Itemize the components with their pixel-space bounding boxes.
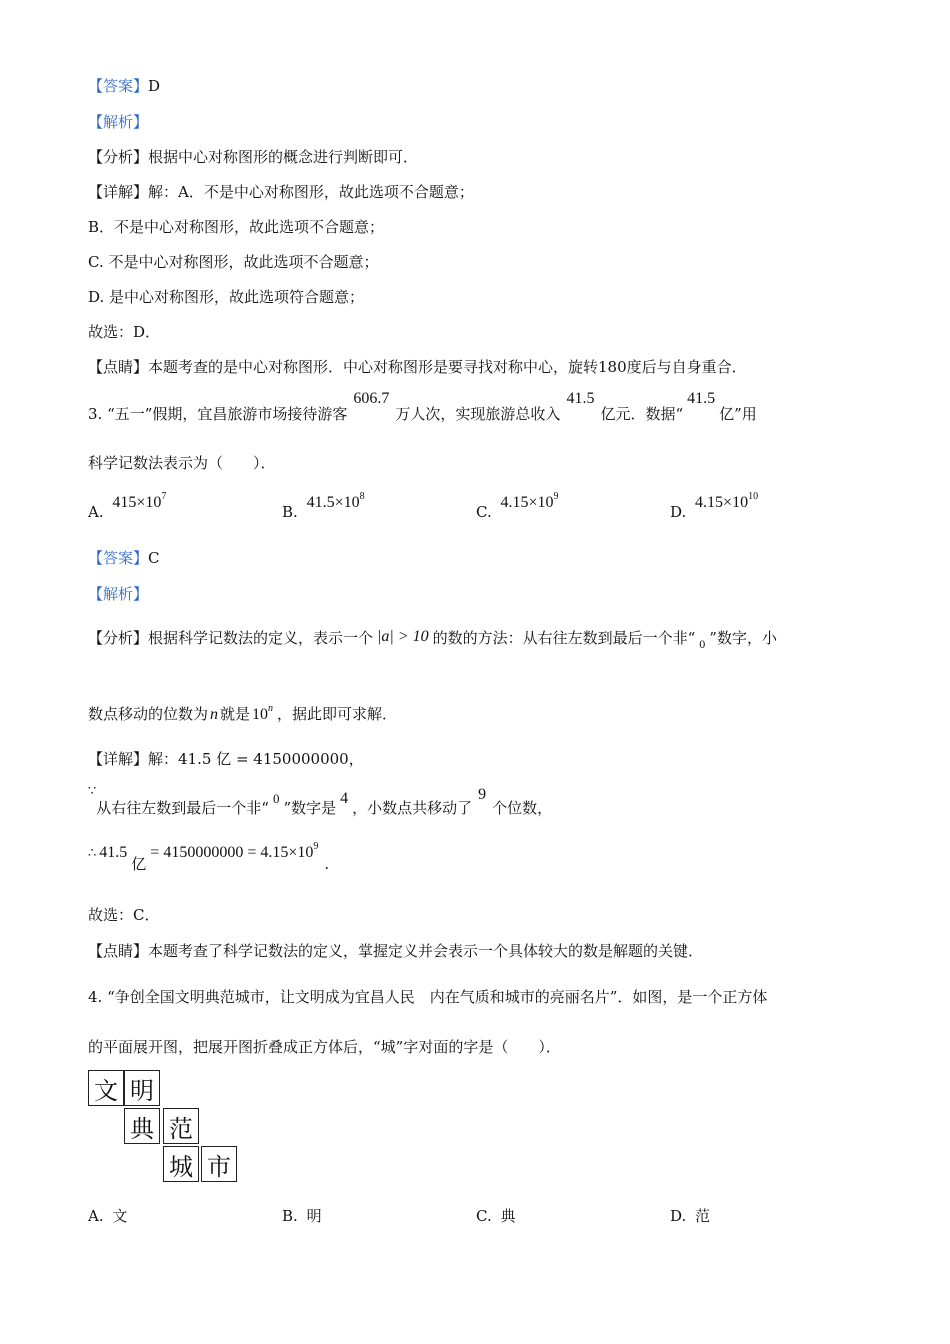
q3-stem-part: 亿”用 xyxy=(719,405,757,423)
fenxi-text: ，据此即可求解． xyxy=(277,705,398,723)
option-base: 4.15×10 xyxy=(500,494,554,511)
q3-analysis-tag xyxy=(88,584,148,604)
dianjing-tag: 【点睛】 xyxy=(88,358,149,376)
value-41-5: 41.5 xyxy=(99,844,128,861)
q4-stem-line2: 的平面展开图，把展开图折叠成正方体后，“城”字对面的字是（ ）． xyxy=(88,1038,561,1056)
xiangjie-text: 解：41.5 亿 = 4150000000， xyxy=(148,750,364,768)
dianjing-text: 本题考查了科学记数法的定义，掌握定义并会表示一个具体较大的数是解题的关键． xyxy=(148,942,704,960)
xiangjie-tag: 【详解】 xyxy=(88,750,149,768)
dianjing-text: 本题考查的是中心对称图形．中心对称图形是要寻找对称中心，旋转180度后与自身重合． xyxy=(148,358,747,376)
net-cell-shi: 市 xyxy=(201,1146,237,1182)
q3-fenxi-line2 xyxy=(88,704,397,727)
exponent-9: 9 xyxy=(313,841,319,852)
q4-stem-line1: 4. “争创全国文明典范城市，让文明成为宜昌人民 内在气质和城市的亮丽名片”．如图，是一个正方体 xyxy=(88,988,768,1006)
q3-stem-line2: 科学记数法表示为（ ）． xyxy=(88,454,276,472)
n-variable: n xyxy=(210,706,219,723)
q3-stem xyxy=(88,392,757,426)
q3-income: 41.5 xyxy=(566,390,595,407)
option-letter: B. xyxy=(282,503,298,521)
q3-stem-part: 万人次，实现旅游总收入 xyxy=(395,405,561,423)
option-exp: 7 xyxy=(161,491,167,502)
option-letter: D. xyxy=(670,503,687,521)
q3-data-value: 41.5 xyxy=(687,390,716,407)
option-text: 典 xyxy=(500,1207,516,1225)
net-cell-wen: 文 xyxy=(88,1070,124,1106)
option-exp: 9 xyxy=(553,491,559,502)
digit-nine: 9 xyxy=(478,786,487,803)
option-text: 范 xyxy=(695,1207,711,1225)
because-symbol: ∵ xyxy=(88,784,97,799)
analysis-tag: 【解析】 xyxy=(88,113,149,131)
q3-answer-line xyxy=(88,548,160,568)
q2-choose: 故选：D． xyxy=(88,323,161,341)
fenxi-text: 就是 xyxy=(220,705,251,723)
q4-option-a xyxy=(88,1206,127,1226)
q2-xiangjie-2: B．不是中心对称图形，故此选项不合题意； xyxy=(88,218,385,236)
option-base: 41.5×10 xyxy=(306,494,360,511)
net-cell-cheng: 城 xyxy=(163,1146,199,1182)
fenxi-text: ”数字，小 xyxy=(709,629,777,647)
q3-xiangjie xyxy=(88,749,364,769)
answer-value: C xyxy=(148,549,160,567)
q2-xiangjie-3: C. 不是中心对称图形，故此选项不合题意； xyxy=(88,253,379,271)
q3-fenxi xyxy=(88,628,777,654)
option-letter: B. xyxy=(282,1207,298,1225)
abs-a-condition: |a| > 10 xyxy=(377,628,429,645)
q4-option-c xyxy=(476,1206,516,1226)
n-exponent: n xyxy=(268,703,274,714)
q3-stem-part: 亿元．数据“ xyxy=(600,405,684,423)
because-text: ”数字是 xyxy=(283,799,337,817)
fenxi-text: 根据中心对称图形的概念进行判断即可． xyxy=(148,148,419,166)
answer-tag: 【答案】 xyxy=(88,77,149,95)
option-letter: A. xyxy=(88,1207,104,1225)
zero-digit: 0 xyxy=(699,637,706,651)
option-exp: 10 xyxy=(748,491,759,502)
q3-option-d xyxy=(670,492,758,522)
net-cell-dian: 典 xyxy=(124,1108,160,1144)
fenxi-text: 根据科学记数法的定义，表示一个 xyxy=(148,629,374,647)
option-letter: C. xyxy=(476,1207,492,1225)
digit-four: 4 xyxy=(340,790,349,807)
q2-xiangjie-1 xyxy=(88,182,474,202)
option-base: 4.15×10 xyxy=(695,494,749,511)
fenxi-text: 的数的方法：从右往左数到最后一个非“ xyxy=(432,629,696,647)
option-letter: D. xyxy=(670,1207,687,1225)
q2-answer-line xyxy=(88,76,160,96)
because-text: ，小数点共移动了 xyxy=(352,799,473,817)
option-text: 明 xyxy=(306,1207,322,1225)
q3-visitors: 606.7 xyxy=(353,390,390,407)
option-base: 415×10 xyxy=(112,494,162,511)
option-exp: 8 xyxy=(359,491,365,502)
analysis-tag: 【解析】 xyxy=(88,585,149,603)
q3-option-c xyxy=(476,492,559,522)
fenxi-tag: 【分析】 xyxy=(88,148,149,166)
q2-analysis-tag xyxy=(88,112,148,132)
xiangjie-tag: 【详解】 xyxy=(88,183,149,201)
q4-option-d xyxy=(670,1206,710,1226)
zero-digit: 0 xyxy=(272,791,280,806)
ten-base: 10 xyxy=(252,706,269,723)
therefore-symbol: ∴ xyxy=(88,846,97,861)
q3-choose: 故选：C． xyxy=(88,906,160,924)
q3-option-b xyxy=(282,492,365,522)
q3-because xyxy=(88,786,552,820)
net-cell-fan: 范 xyxy=(163,1108,199,1144)
fenxi-tag: 【分析】 xyxy=(88,629,149,647)
q3-therefore xyxy=(88,842,329,876)
fenxi-text: 数点移动的位数为 xyxy=(88,705,209,723)
xiangjie-text: 解：A．不是中心对称图形，故此选项不合题意； xyxy=(148,183,474,201)
option-letter: C. xyxy=(476,503,492,521)
q2-fenxi xyxy=(88,147,418,167)
q3-option-a xyxy=(88,492,166,522)
because-text: 从右往左数到最后一个非“ xyxy=(96,799,269,817)
q2-dianjing xyxy=(88,357,747,377)
yi-unit: 亿 xyxy=(131,855,147,873)
q4-option-b xyxy=(282,1206,322,1226)
period: . xyxy=(324,855,330,873)
equation: = 4150000000 = 4.15×10 xyxy=(150,844,314,861)
answer-tag: 【答案】 xyxy=(88,549,149,567)
dianjing-tag: 【点睛】 xyxy=(88,942,149,960)
net-cell-ming: 明 xyxy=(124,1070,160,1106)
option-text: 文 xyxy=(112,1207,128,1225)
option-letter: A. xyxy=(88,503,104,521)
q2-xiangjie-4: D. 是中心对称图形，故此选项符合题意； xyxy=(88,288,365,306)
answer-value: D xyxy=(148,77,161,95)
q3-dianjing xyxy=(88,941,703,961)
because-text: 个位数， xyxy=(492,799,553,817)
q3-stem-part: 3. “五一”假期，宜昌旅游市场接待游客 xyxy=(88,405,348,423)
